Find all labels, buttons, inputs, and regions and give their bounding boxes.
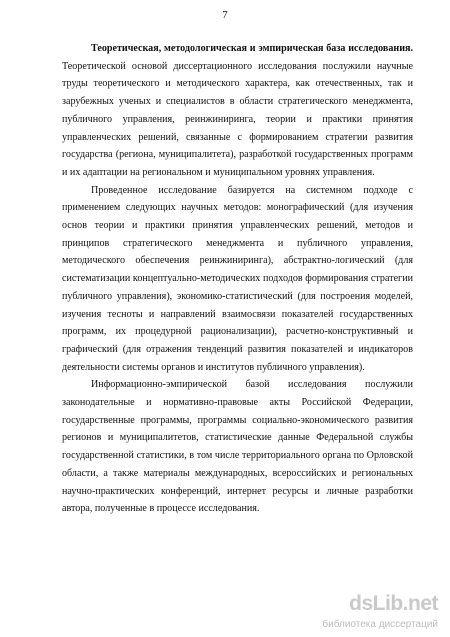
paragraph-text: Проведенное исследование базируется на системном подходе с применением следующих научных методов: монографический (для изучения основ теории и практики принятия управленческих решений, методов и принципов стратегического менеджмента и публичного управления, методического обеспечения реинжиниринга), абстрактно-логический (для систематизации концептуально-методических подходов формирования стратегии публичного управления), экономико-статистический (для построения моделей, изучения тесноты и направлений взаимосвязи показателей государственных программ, их процедурной рационализации), расчетно-конструктивный и графический (для отражения тенденций развития показателей и индикаторов деятельности системы органов и институтов публичного управления). <box>62 184 413 373</box>
paragraph-text: Информационно-эмпирической базой исследования послужили законодательные и нормативно-правовые акты Российской Федерации, государственные программы, программы социально-экономического развития регионов и муниципалитетов, статистические данные Федеральной службы государственной статистики, в том числе территориального органа по Орловской области, а также материалы международных, всероссийских и региональных научно-практических конференций, интернет ресурсы и личные разработки автора, полученные в процессе исследования. <box>62 379 413 515</box>
page-number: 7 <box>222 9 228 21</box>
section-heading-inline: Теоретическая, методологическая и эмпирическая база исследования. <box>91 43 413 54</box>
watermark-logo <box>316 591 438 631</box>
paragraph-methods <box>62 182 413 377</box>
paragraph-research-base <box>62 40 413 182</box>
paragraph-information-base <box>62 376 413 518</box>
watermark-logo-text: dsLib.net <box>349 592 438 615</box>
document-body <box>62 40 413 518</box>
paragraph-text: Теоретической основой диссертационного исследования послужили научные труды теоретического и методического характера, как отечественных, так и зарубежных ученых и специалистов в области стратегического менеджмента, публичного управления, реинжиниринга, теории и практики принятия управленческих решений, связанные с формированием стратегии развития государства (региона, муниципалитета), разработкой государственных программ и их адаптации на региональном и муниципальном уровнях управления. <box>62 60 413 178</box>
watermark-subtitle: библиотека диссертаций <box>322 619 438 630</box>
